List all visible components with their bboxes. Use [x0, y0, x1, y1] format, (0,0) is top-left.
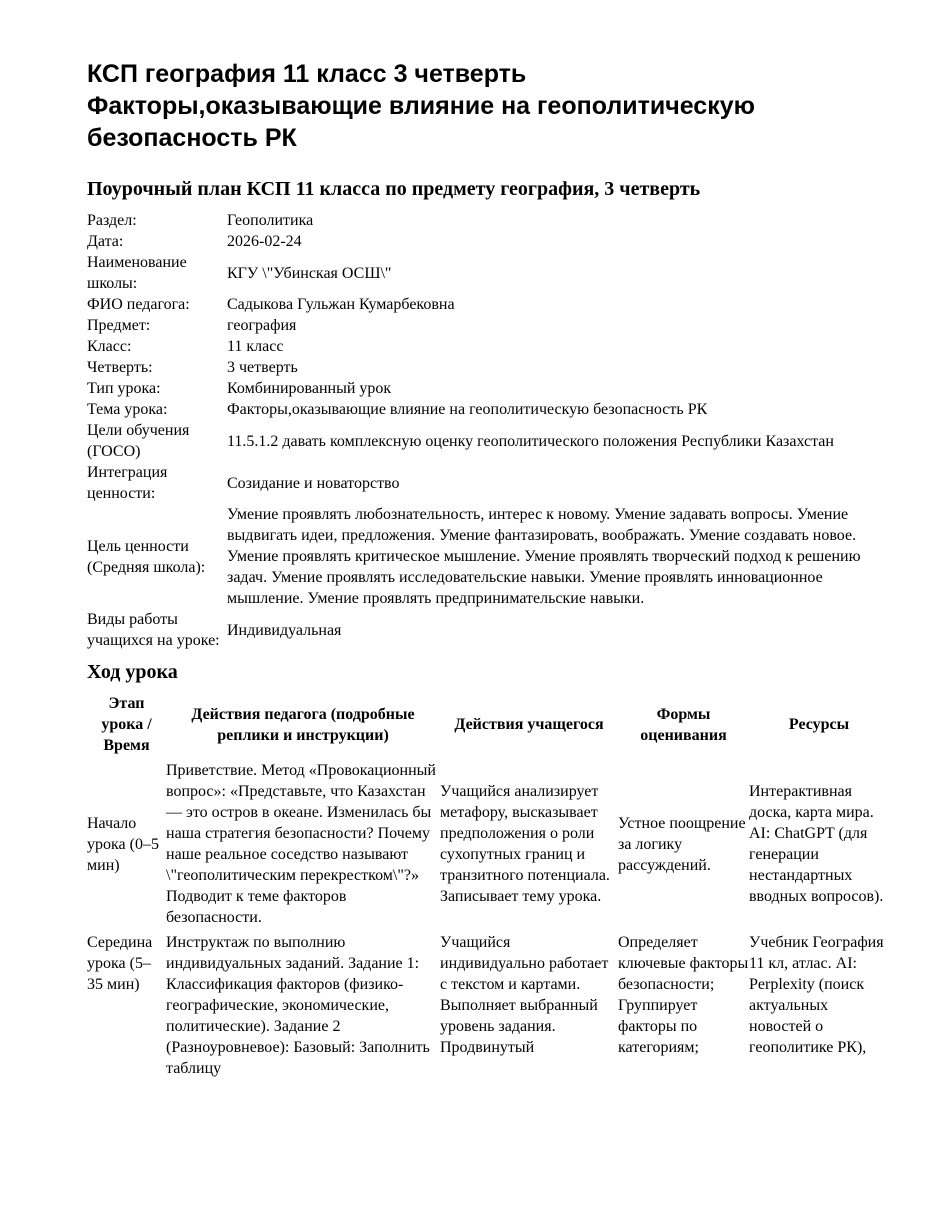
info-label: Цель ценности (Средняя школа):: [87, 537, 206, 576]
plan-cell-student: Учащийся индивидуально работает с текстом и картами. Выполняет выбранный уровень задания. Продвинутый: [440, 934, 609, 1056]
info-label: Тип урока:: [87, 380, 161, 397]
info-row: [87, 210, 889, 231]
plan-cell-teacher: Приветствие. Метод «Провокационный вопрос»: «Представьте, что Казахстан — это остров в океане. Изменилась бы наша стратегия безопасности? Почему наше реальное соседство называют \"геополитическим перекрестком\"?» Подводит к теме факторов безопасности.: [166, 762, 436, 926]
info-row: [87, 357, 889, 378]
info-value: 11 класс: [227, 338, 284, 355]
plan-row: [87, 930, 889, 1081]
info-label: Раздел:: [87, 212, 137, 229]
info-label: Предмет:: [87, 317, 151, 334]
plan-cell-resources: Учебник География 11 кл, атлас. AI: Perplexity (поиск актуальных новостей о геополитике РК),: [749, 934, 884, 1056]
document-subtitle: Поурочный план КСП 11 класса по предмету география, 3 четверть: [87, 178, 701, 200]
info-row: [87, 420, 889, 462]
info-value: Умение проявлять любознательность, интерес к новому. Умение задавать вопросы. Умение выдвигать идеи, предложения. Умение фантазировать, воображать. Умение создавать новое. Умение проявлять критическое мышление. Умение проявлять творческий подход к решению задач. Умение проявлять исследовательские навыки. Умение проявлять инновационное мышление. Умение проявлять предпринимательские навыки.: [227, 506, 861, 607]
plan-row: [87, 758, 889, 930]
info-row: [87, 399, 889, 420]
lesson-plan-table: [87, 691, 889, 1081]
plan-cell-assessment: Устное поощрение за логику рассуждений.: [618, 814, 746, 874]
info-value: 11.5.1.2 давать комплексную оценку геополитического положения Республики Казахстан: [227, 432, 834, 450]
info-row: [87, 504, 889, 609]
plan-cell-teacher: Инструктаж по выполнию индивидуальных заданий. Задание 1: Классификация факторов (физико-географические, экономические, политические). Задание 2 (Разноуровневое): Базовый: Заполнить таблицу: [166, 934, 430, 1077]
header-resources: Ресурсы: [788, 716, 850, 733]
info-value: география: [227, 317, 297, 334]
plan-cell-student: Учащийся анализирует метафору, высказывает предположения о роли сухопутных границ и транзитного потенциала. Записывает тему урока.: [440, 783, 610, 905]
title-line-1: КСП география 11 класс 3 четверть: [87, 60, 527, 88]
lesson-heading: Ход урока: [87, 661, 178, 683]
info-row: [87, 378, 889, 399]
header-teacher-actions: Действия педагога (подробные реплики и инструкции): [191, 705, 415, 744]
info-value: КГУ \"Убинская ОСШ\": [227, 264, 392, 282]
info-value: Индивидуальная: [227, 621, 342, 639]
info-label: Дата:: [87, 233, 124, 250]
info-row: [87, 294, 889, 315]
info-value: Комбинированный урок: [227, 380, 392, 397]
info-label: Цели обучения (ГОСО): [87, 422, 190, 460]
info-row: [87, 252, 889, 294]
info-label: Интеграция ценности:: [87, 464, 168, 502]
info-value: Созидание и новаторство: [227, 474, 400, 492]
info-row: [87, 609, 889, 651]
title-line-3: безопасность РК: [87, 124, 297, 152]
info-label: Четверть:: [87, 359, 153, 376]
plan-header-row: [87, 691, 889, 758]
info-label: Наименование школы:: [87, 254, 187, 292]
header-student-actions: Действия учащегося: [454, 716, 604, 733]
plan-cell-assessment: Определяет ключевые факторы безопасности; Группирует факторы по категориям;: [618, 934, 749, 1056]
info-value: Факторы,оказывающие влияние на геополитическую безопасность РК: [227, 401, 708, 418]
info-label: Тема урока:: [87, 401, 168, 418]
header-assessment: Формы оценивания: [640, 705, 727, 744]
info-row: [87, 462, 889, 504]
document-title: [87, 58, 889, 154]
info-value: 3 четверть: [227, 359, 298, 376]
info-value: Садыкова Гульжан Кумарбековна: [227, 296, 455, 313]
lesson-info-table: [87, 210, 889, 651]
plan-cell-stage: Середина урока (5–35 мин): [87, 934, 153, 993]
info-label: ФИО педагога:: [87, 296, 190, 313]
plan-cell-resources: Интерактивная доска, карта мира. AI: ChatGPT (для генерации нестандартных вводных вопросов).: [749, 783, 884, 905]
info-row: [87, 336, 889, 357]
info-value: 2026-02-24: [227, 233, 302, 250]
info-label: Виды работы учащихся на уроке:: [87, 611, 220, 649]
info-value: Геополитика: [227, 212, 314, 229]
info-row: [87, 231, 889, 252]
info-row: [87, 315, 889, 336]
header-stage: Этап урока / Время: [101, 695, 152, 754]
plan-cell-stage: Начало урока (0–5 мин): [87, 814, 159, 874]
title-line-2: Факторы,оказывающие влияние на геополитическую: [87, 92, 755, 120]
info-label: Класс:: [87, 338, 132, 355]
